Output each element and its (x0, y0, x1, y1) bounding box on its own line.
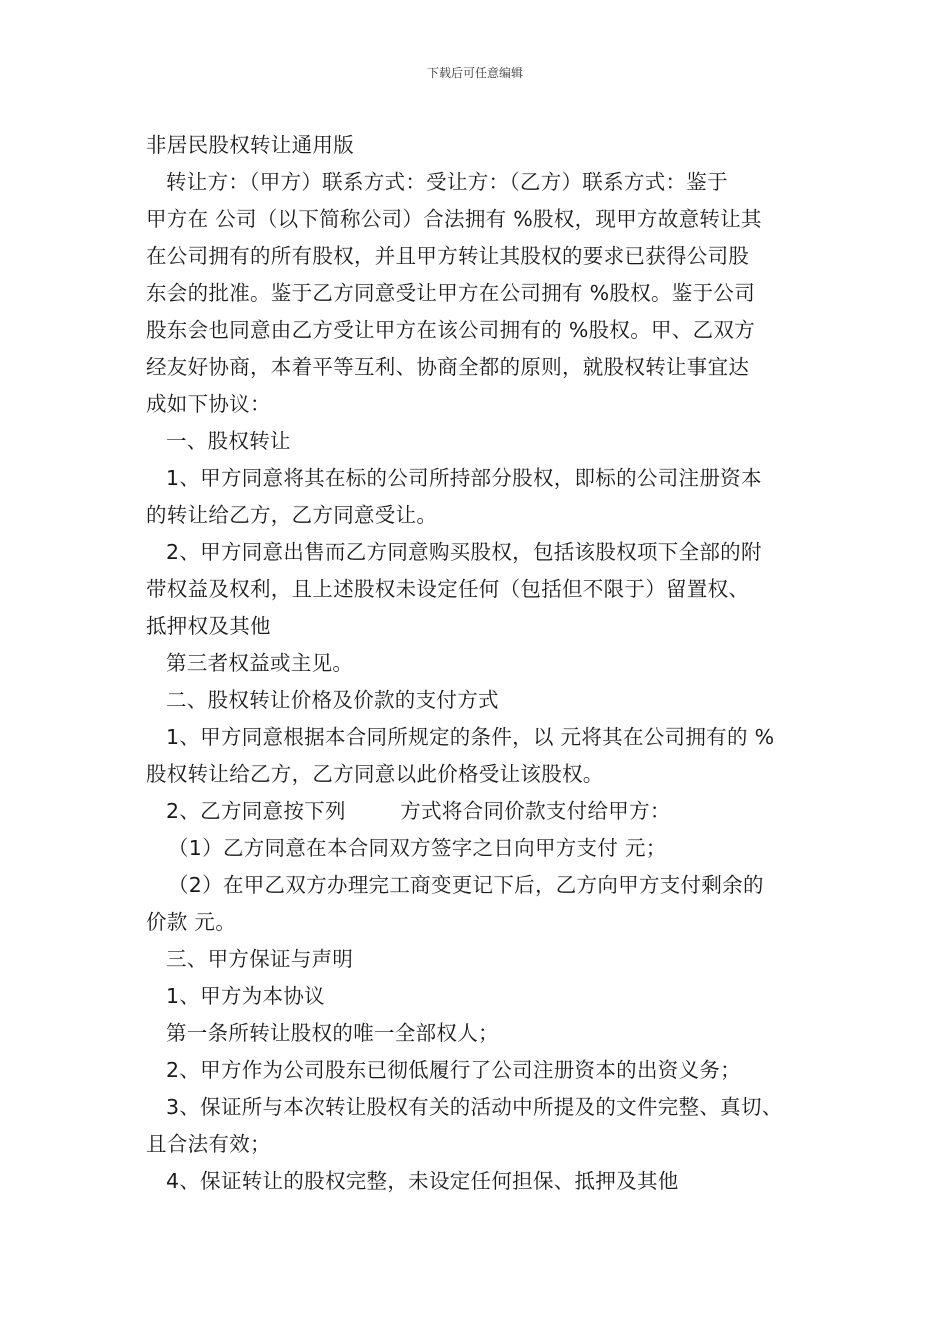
section-heading: 一、股权转让 (166, 429, 291, 453)
paragraph-line: 成如下协议： (146, 392, 271, 416)
paragraph-line: 4、保证转让的股权完整，未设定任何担保、抵押及其他 (166, 1169, 679, 1193)
paragraph-line: 在公司拥有的所有股权，并且甲方转让其股权的要求已获得公司股 (146, 244, 750, 268)
paragraph-line: 的转让给乙方，乙方同意受让。 (146, 503, 438, 527)
paragraph-line: 且合法有效； (146, 1132, 271, 1156)
paragraph-line: 价款 元。 (146, 910, 237, 934)
paragraph-line: 经友好协商，本着平等互利、协商全都的原则，就股权转让事宜达 (146, 355, 750, 379)
paragraph-line: 股东会也同意由乙方受让甲方在该公司拥有的 %股权。甲、乙双方 (146, 318, 755, 342)
section-heading: 三、甲方保证与声明 (166, 947, 354, 971)
paragraph-line: 转让方：（甲方）联系方式：受让方：（乙方）联系方式：鉴于 (166, 170, 728, 194)
paragraph-line: 3、保证所与本次转让股权有关的活动中所提及的文件完整、真切、 (166, 1095, 783, 1119)
document-body (146, 127, 814, 1200)
paragraph-line: （2）在甲乙双方办理完工商变更记下后，乙方向甲方支付剩余的 (168, 873, 764, 897)
paragraph-line: 第一条所转让股权的唯一全部权人； (166, 1021, 499, 1045)
paragraph-line: 东会的批准。鉴于乙方同意受让甲方在公司拥有 %股权。鉴于公司 (146, 281, 755, 305)
paragraph-line: 股权转让给乙方，乙方同意以此价格受让该股权。 (146, 762, 604, 786)
paragraph-line: 1、甲方为本协议 (166, 984, 325, 1008)
paragraph-line: 2、甲方同意出售而乙方同意购买股权，包括该股权项下全部的附 (166, 540, 762, 564)
paragraph-line: 1、甲方同意将其在标的公司所持部分股权，即标的公司注册资本 (166, 466, 762, 490)
paragraph-line: 甲方在 公司（以下简称公司）合法拥有 %股权，现甲方故意转让其 (146, 207, 762, 231)
document-title: 非居民股权转让通用版 (146, 133, 354, 157)
paragraph-line: 1、甲方同意根据本合同所规定的条件，以 元将其在公司拥有的 % (166, 725, 775, 749)
paragraph-line: 第三者权益或主见。 (166, 651, 354, 675)
section-heading: 二、股权转让价格及价款的支付方式 (166, 688, 499, 712)
paragraph-line: 带权益及权利，且上述股权未设定任何（包括但不限于）留置权、 (146, 577, 750, 601)
paragraph-line: 抵押权及其他 (146, 614, 271, 638)
page-header: 下载后可任意编辑 (426, 66, 523, 80)
paragraph-line: 2、甲方作为公司股东已彻低履行了公司注册资本的出资义务； (166, 1058, 741, 1082)
paragraph-line: （1）乙方同意在本合同双方签字之日向甲方支付 元； (168, 836, 667, 860)
paragraph-line: 2、乙方同意按下列 方式将合同价款支付给甲方： (166, 799, 671, 823)
